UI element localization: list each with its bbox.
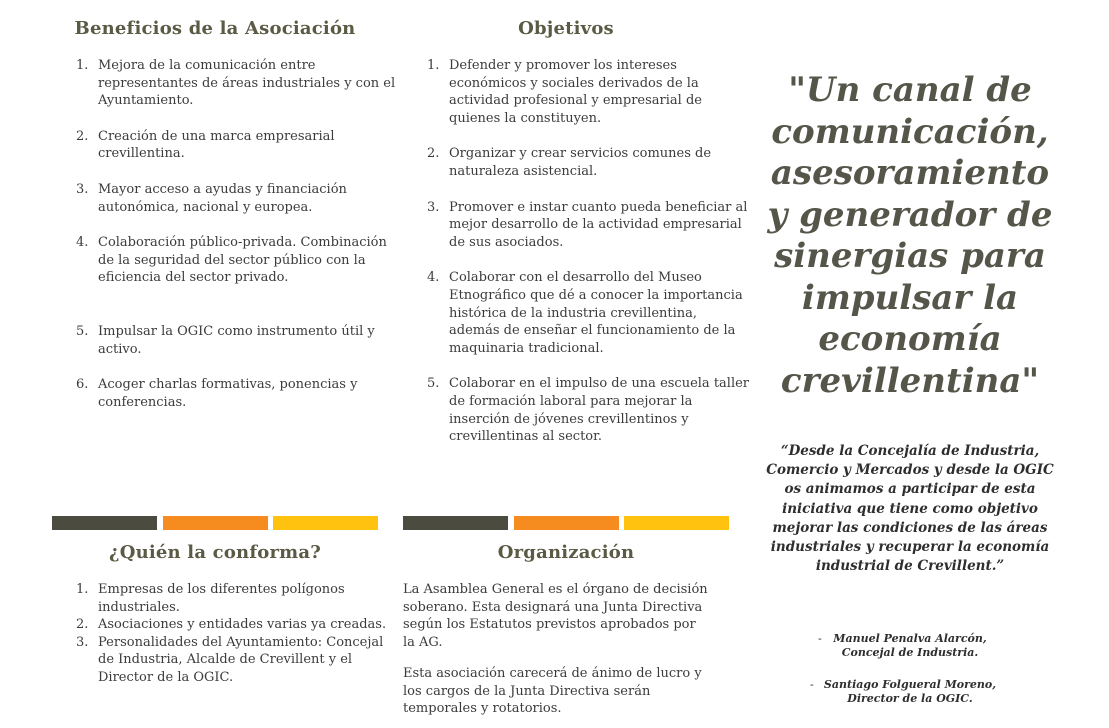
color-divider: [403, 516, 729, 530]
list-item: 3. Promover e instar cuanto pueda beneficiar al mejor desarrollo de la actividad empresarial de sus asociados.: [427, 199, 748, 250]
signature-role: Director de la OGIC.: [847, 692, 973, 705]
column-quote: [760, 0, 1060, 728]
divider-bar-dark: [403, 516, 508, 530]
column-beneficios: [52, 0, 396, 728]
list-item: 6. Acoger charlas formativas, ponencias y conferencias.: [76, 377, 358, 410]
column-objetivos: [403, 0, 750, 728]
list-item: 5. Colaborar en el impulso de una escuela taller de formación laboral para mejorar la inserción de jóvenes crevillentinos y crevillentinas al sector.: [427, 376, 750, 445]
list-item: 1. Defender y promover los intereses económicos y sociales derivados de la actividad profesional y empresarial de quienes la constituyen.: [427, 58, 702, 126]
list-item: 4. Colaboración público-privada. Combinación de la seguridad del sector público con la eficiencia del sector privado.: [76, 235, 387, 286]
organizacion-paragraph-1: La Asamblea General es el órgano de decisión soberano. Esta designará una Junta Directiva según los Estatutos previstos aprobados por la AG.: [403, 582, 708, 650]
list-item: 3. Personalidades del Ayuntamiento: Concejal de Industria, Alcalde de Crevillent y el Director de la OGIC.: [76, 634, 384, 685]
organizacion-heading: Organización: [497, 542, 635, 563]
signature-role: Concejal de Industria.: [841, 646, 979, 659]
signature-name: Manuel Penalva Alarcón,: [833, 632, 987, 645]
signature-name: Santiago Folgueral Moreno,: [823, 678, 997, 691]
objetivos-heading: Objetivos: [518, 18, 614, 39]
beneficios-heading: Beneficios de la Asociación: [74, 18, 356, 39]
signature-1: - Manuel Penalva Alarcón, Concejal de Industria.: [760, 632, 1060, 660]
signature-2: - Santiago Folgueral Moreno, Director de la OGIC.: [760, 678, 1060, 706]
list-item: 2. Creación de una marca empresarial crevillentina.: [76, 128, 335, 162]
divider-bar-dark: [52, 516, 157, 530]
beneficios-list: [52, 57, 398, 429]
quien-heading: ¿Quién la conforma?: [108, 542, 322, 563]
list-item: 2. Organizar y crear servicios comunes de naturaleza asistencial.: [427, 146, 712, 179]
list-item: 1. Empresas de los diferentes polígonos industriales.: [76, 582, 345, 615]
secondary-quote: “Desde la Concejalía de Industria, Comercio y Mercados y desde la OGIC os animamos a participar de esta iniciativa que tiene como objetivo mejorar las condiciones de las áreas industriales y recuperar la economía industrial de Crevillent.”: [766, 443, 1054, 575]
list-item: 3. Mayor acceso a ayudas y financiación autonómica, nacional y europea.: [76, 181, 347, 215]
color-divider: [52, 516, 378, 530]
divider-bar-orange: [163, 516, 268, 530]
list-item: 5. Impulsar la OGIC como instrumento útil y activo.: [76, 323, 375, 357]
divider-bar-orange: [514, 516, 619, 530]
main-quote: "Un canal de comunicación, asesoramiento y generador de sinergias para impulsar la economía crevillentina": [767, 70, 1053, 401]
organizacion-paragraph-2: Esta asociación carecerá de ánimo de lucro y los cargos de la Junta Directiva serán temporales y rotatorios.: [403, 666, 702, 717]
list-item: 2. Asociaciones y entidades varias ya creadas.: [76, 617, 387, 633]
quien-list: [52, 581, 398, 687]
list-item: 1. Mejora de la comunicación entre representantes de áreas industriales y con el Ayuntamiento.: [76, 58, 396, 109]
divider-bar-yellow: [624, 516, 729, 530]
objetivos-list: [403, 57, 749, 464]
divider-bar-yellow: [273, 516, 378, 530]
list-item: 4. Colaborar con el desarrollo del Museo Etnográfico que dé a conocer la importancia histórica de la industria crevillentina, además de enseñar el funcionamiento de la maquinaria tradicional.: [427, 270, 743, 356]
